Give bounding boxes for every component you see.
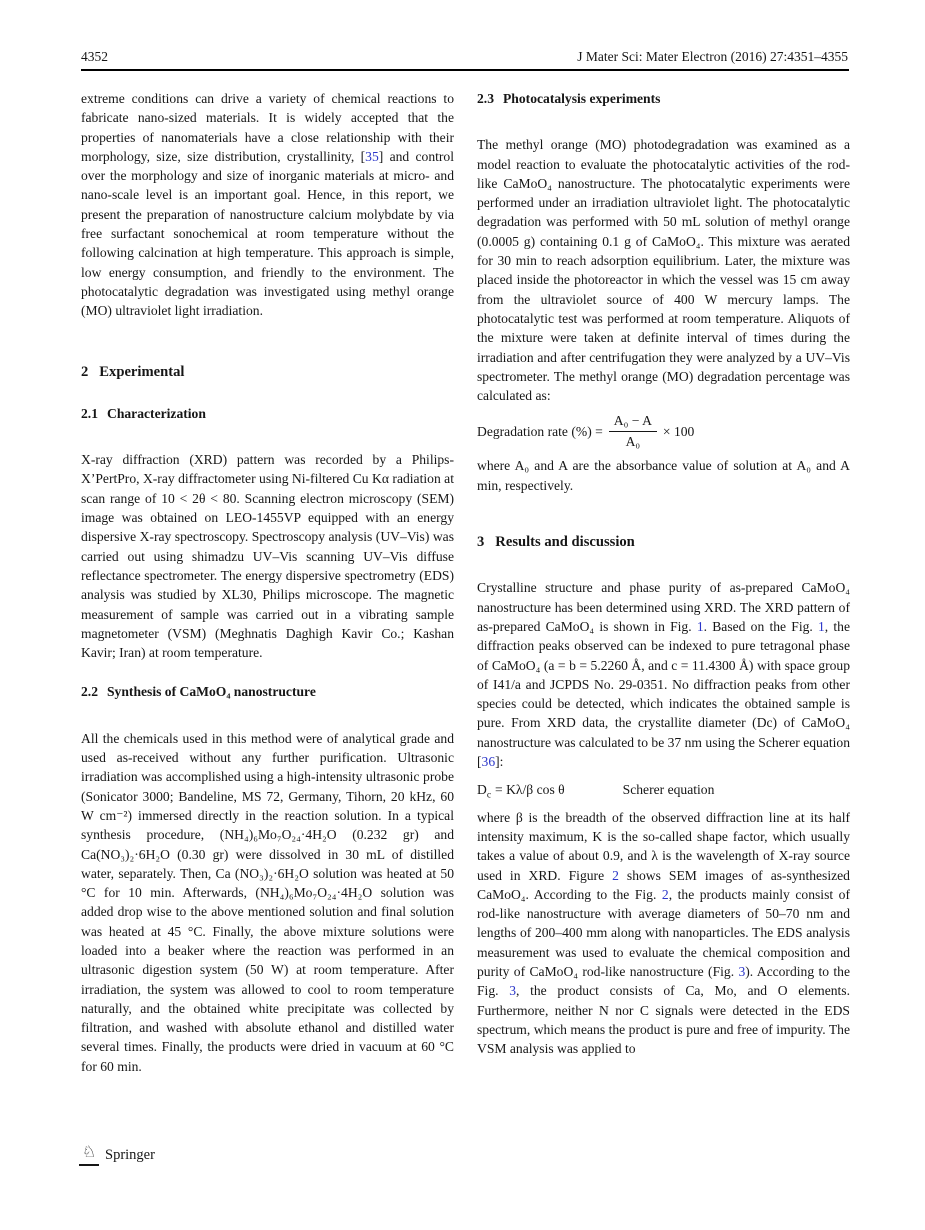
- subsection-number: 2.2: [81, 684, 98, 700]
- equation-lhs: [477, 780, 492, 802]
- citation-link[interactable]: 36: [481, 754, 496, 770]
- header-rule: [81, 69, 849, 71]
- equation-body: = Kλ/β cos θ: [495, 782, 565, 798]
- text-run: The methyl orange (MO) photodegradation was examined as a model reaction to evaluate the photocatalytic activities of the rod-like CaMoO₄ nanostructure. The photocatalytic experiments were performed under an irradiation ultraviolet light. The photocatalytic degradation was performed with 50 mL solution of methyl orange (0.0005 g) containing 0.1 g of CaMoO₄. This mixture was aerated for 30 min to reach adsorption equilibrium. Later, the mixture was placed inside the photoreactor in which the vessel was 15 cm away from the ultraviolet source of 400 W mercury lamps. The photocatalytic test was performed at room temperature. Aliquots of the mixture were taken at definite interval of times during the irradiation and after centrifugation they were analyzed by a UV–Vis spectrometer. The methyl orange (MO) degradation percentage was calculated as:: [477, 137, 850, 404]
- fraction-denominator: A₀: [625, 434, 641, 450]
- subsection-heading-synthesis: [81, 682, 454, 701]
- subsection-number: 2.3: [477, 91, 494, 106]
- journal-reference: J Mater Sci: Mater Electron (2016) 27:4351–4355: [577, 49, 848, 64]
- column-right: [477, 89, 850, 1058]
- citation-link[interactable]: 2: [612, 867, 619, 883]
- text-run: , the product consists of Ca, Mo, and O elements. Furthermore, neither N nor C signals were detected in the EDS spectrum, which means the product is pure and free of impurity. The VSM analysis was applied to: [477, 983, 850, 1057]
- page-number: 4352: [81, 49, 108, 64]
- paragraph-intro: [81, 89, 454, 321]
- citation-link[interactable]: 3: [738, 963, 746, 979]
- paragraph-discussion: [477, 808, 850, 1059]
- text-run: ]:: [495, 754, 504, 770]
- text-run: . Based on the Fig.: [703, 618, 818, 634]
- subsection-title: Synthesis of CaMoO₄ nanostructure: [107, 684, 316, 700]
- text-run: where β is the breadth of the observed diffraction line at its half intensity maximum, K is the so-called shape factor, which usually takes a value of about 0.9, and λ is the wavelength of X-ray source used in XRD. Figure: [477, 809, 850, 883]
- text-run: ). According to the Fig.: [477, 963, 850, 999]
- equation-subscript: c: [486, 791, 492, 802]
- text-run: X-ray diffraction (XRD) pattern was recorded by a Philips-X’PertPro, X-ray diffractometer using Ni-filtered Cu Kα radiation at scan range of 10 < 2θ < 80. Scanning electron microscopy (SEM) image was obtained on LEO-1455VP equipped with an energy dispersive X-ray spectroscopy. Spectroscopy analysis (UV–Vis) was carried out using shimadzu UV–Vis scanning UV–Vis diffuse reflectance spectrometer. The energy dispersive spectrometry (EDS) analysis was studied by XL30, Philips microscope. The magnetic measurement of sample was carried out in a vibrating sample magnetometer (VSM) (Meghnatis Daghigh Kavir Co.; Kashan Kavir; Iran) at room temperature.: [81, 452, 454, 661]
- subsection-number: 2.1: [81, 405, 98, 421]
- section-heading-results: [477, 533, 850, 552]
- subsection-title: Characterization: [107, 405, 206, 421]
- text-run: where A₀ and A are the absorbance value of solution at A₀ and A min, respectively.: [477, 458, 850, 493]
- equation-prefix: Degradation rate (%) =: [477, 424, 603, 440]
- text-run: , the products mainly consist of rod-like nanostructure with average diameters of 50–70 nm and lengths of 200–400 mm along with nanoparticles. The EDS analysis measurement was used to evaluate the chemical composition and purity of CaMoO₄ rod-like nanostructure (Fig.: [477, 886, 850, 979]
- citation-link[interactable]: 35: [365, 148, 379, 164]
- subsection-heading-characterization: [81, 404, 454, 423]
- section-number: 2: [81, 363, 89, 380]
- citation-link[interactable]: 1: [696, 618, 704, 634]
- subsection-heading-photocatalysis: [477, 89, 850, 108]
- section-title: Results and discussion: [495, 534, 635, 551]
- text-run: All the chemicals used in this method were of analytical grade and used as-received without any further purification. Ultrasonic irradiation was accomplished using a high-intensity ultrasonic probe (Sonicator 3000; Bandeline, MS 72, Germany, Tihorn, 20 kHz, 60 W cm⁻²) immersed directly in the reaction solution. In a typical synthesis procedure, (NH₄)₆Mo₇O₂₄·4H₂O (0.232 gr) and Ca(NO₃)₂·6H₂O (0.30 gr) were dissolved in 30 mL of distilled water, separately. Then, Ca (NO₃)₂·6H₂O solution was heated at 50 °C for 10 min. Afterwards, (NH₄)₆Mo₇O₂₄·4H₂O solution was added drop wise to the above mentioned solution and final solution was heated at 45 °C. Finally, the above mixture solutions were loaded into a beaker where the reaction was performed in an ultrasonic digestion system (50 W) at room temperature. After irradiation, the system was allowed to cool to room temperature naturally, and the obtained white precipitate was collected by filtration, and washed with absolute ethanol and distilled water several times. Finally, the products were dried in vacuum at 60 °C for 60 min.: [81, 730, 454, 1074]
- text-run: extreme conditions can drive a variety of chemical reactions to fabricate nano-sized materials. It is widely accepted that the properties of nanomaterials have a close relationship with their morphology, size, size distribution, crystallinity, [: [81, 91, 454, 164]
- equation-label: Scherer equation: [622, 782, 715, 798]
- subsection-title: Photocatalysis experiments: [503, 91, 661, 106]
- paragraph-where-note: [477, 456, 850, 495]
- text-run: ] and control over the morphology and size of inorganic materials at micro- and nano-scale level is an important goal. Hence, in this report, we present the preparation of nanostructure calcium molybdate by via free surfactant sonochemical at room temperature without the following calcination at high temperature. This approach is simple, low energy consumption, and friendly to the environment. The photocatalytic degradation was investigated using methyl orange (MO) ultraviolet light irradiation.: [81, 148, 454, 319]
- text-run: , the diffraction peaks observed can be indexed to pure tetragonal phase of CaMoO₄ (a = b = 5.2260 Å, and c = 11.4300 Å) with space group of I41/a and JCPDS No. 29-0351. No diffraction peaks from other species could be detected, which indicates the obtained sample is pure. From XRD data, the crystallite diameter (Dc) of CaMoO₄ nanostructure was calculated to be 37 nm using the Scherer equation [: [477, 618, 851, 770]
- paragraph-characterization: [81, 450, 454, 662]
- fraction-numerator: A₀ − A: [609, 412, 657, 432]
- equation-scherer: [477, 780, 850, 802]
- text-run: shows SEM images of as-synthesized CaMoO₄. According to the Fig.: [477, 867, 850, 902]
- citation-link[interactable]: 1: [818, 618, 825, 634]
- paragraph-photocatalysis: [477, 135, 850, 405]
- citation-link[interactable]: 3: [509, 983, 517, 999]
- equation-variable: D: [477, 782, 487, 798]
- column-left: [81, 89, 454, 1076]
- section-heading-experimental: [81, 363, 454, 382]
- citation-link[interactable]: 2: [661, 886, 669, 902]
- publisher-footer: [79, 1144, 155, 1166]
- paragraph-synthesis: [81, 729, 454, 1076]
- section-number: 3: [477, 534, 485, 551]
- section-title: Experimental: [99, 363, 185, 380]
- equation-degradation-rate: [477, 412, 850, 451]
- paragraph-results: [477, 578, 850, 771]
- equation-fraction: [609, 412, 657, 451]
- publisher-name: Springer: [105, 1146, 155, 1163]
- equation-suffix: × 100: [662, 424, 695, 440]
- springer-logo-icon: ♘: [79, 1144, 99, 1166]
- text-run: Crystalline structure and phase purity of as-prepared CaMoO₄ nanostructure has been determined using XRD. The XRD pattern of as-prepared CaMoO₄ is shown in Fig.: [477, 580, 850, 634]
